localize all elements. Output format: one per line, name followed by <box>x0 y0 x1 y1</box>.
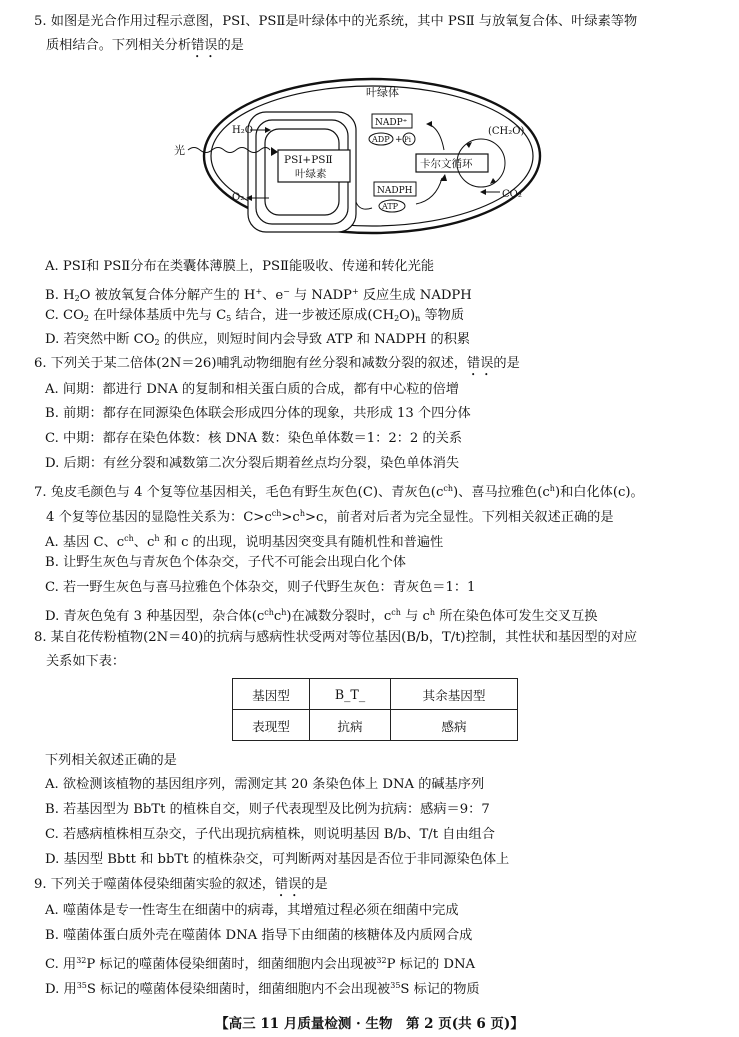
o2-label: O₂ <box>232 192 245 203</box>
page-footer: 【高三 11 月质量检测 · 生物 第 2 页(共 6 页)】 <box>215 1016 524 1032</box>
q5-option-a: A. PSⅠ和 PSⅡ分布在类囊体薄膜上，PSⅡ能吸收、传递和转化光能 <box>45 259 435 274</box>
q7-stem-line1: 7. 兔皮毛颜色与 4 个复等位基因相关，毛色有野生灰色(C)、青灰色$(c^{ch})$、喜马拉雅色$(c^h)$和白化体(c)。 <box>34 484 644 500</box>
table-cell: B_T_ <box>310 679 391 710</box>
q6-option-d: D. 后期：有丝分裂和减数第二次分裂后期着丝点均分裂，染色单体消失 <box>45 456 460 471</box>
q9-option-b: B. 噬菌体蛋白质外壳在噬菌体 DNA 指导下由细菌的核糖体及内质网合成 <box>45 928 473 943</box>
q5-option-b: B. $H_2O$ 被放氧复合体分解产生的 H+、e− 与 NADP+ 反应生成 NADPH <box>45 287 472 303</box>
photosynthesis-diagram <box>170 74 570 244</box>
q7-option-a: A. 基因 C、$c^{ch}$、$c^h$ 和 c 的出现，说明基因突变具有随机性和普遍性 <box>45 534 444 550</box>
q8-option-a: A. 欲检测该植物的基因组序列，需测定其 20 条染色体上 DNA 的碱基序列 <box>45 777 485 792</box>
q6-option-b: B. 前期：都存在同源染色体联会形成四分体的现象，共形成 13 个四分体 <box>45 406 471 421</box>
nadp-plus-label: NADP⁺ <box>375 118 408 128</box>
q7-option-d: D. 青灰色兔有 3 种基因型，杂合体$(c^{ch}c^h)$在减数分裂时，$c^{ch}$ 与 $c^h$ 所在染色体可发生交叉互换 <box>45 608 598 624</box>
q5-option-d: D. 若突然中断 $CO_2$ 的供应，则短时间内会导致 ATP 和 NADPH 的积累 <box>45 332 471 347</box>
atp-label: ATP <box>382 202 399 211</box>
q9-option-a: A. 噬菌体是专一性寄生在细菌中的病毒，其增殖过程必须在细菌中完成 <box>45 903 459 918</box>
table-cell: 抗病 <box>310 710 391 741</box>
emphasis-wrong: 错误 <box>274 877 302 892</box>
q9-option-d: D. 用$^{35}$S 标记的噬菌体侵染细菌时，细菌细胞内不会出现被$^{35}$S 标记的物质 <box>45 981 480 997</box>
q8-stem-line2: 关系如下表： <box>46 654 126 669</box>
q6-option-c: C. 中期：都存在染色体数：核 DNA 数：染色单体数＝1：2：2 的关系 <box>45 431 463 446</box>
table-cell: 基因型 <box>233 679 310 710</box>
table-cell: 其余基因型 <box>391 679 518 710</box>
emphasis-wrong: 错误 <box>191 38 218 53</box>
table-cell: 感病 <box>391 710 518 741</box>
q8-follow-up: 下列相关叙述正确的是 <box>45 753 177 768</box>
table-cell: 表现型 <box>233 710 310 741</box>
pi-label: Pi <box>404 136 411 144</box>
plus-sign: + <box>395 135 403 145</box>
ch2o-label: (CH₂O) <box>488 126 525 137</box>
q8-stem-line1: 8. 某自花传粉植物(2N＝40)的抗病与感病性状受两对等位基因(B/b，T/t)控制，其性状和基因型的对应 <box>34 630 638 645</box>
light-label: 光 <box>174 144 185 157</box>
q5-stem-line2: 质相结合。下列相关分析错误的是 <box>46 38 244 53</box>
table-row <box>233 710 518 741</box>
calvin-label: 卡尔文循环 <box>420 158 473 170</box>
q7-option-b: B. 让野生灰色与青灰色个体杂交，子代不可能会出现白化个体 <box>45 555 406 570</box>
q5-option-c: C. $CO_2$ 在叶绿体基质中先与 $C_5$ 结合，进一步被还原成$(CH_2O)_n$ 等物质 <box>45 308 465 323</box>
ps-label: PSⅠ+PSⅡ <box>284 154 333 166</box>
adp-label: ADP <box>372 135 390 144</box>
q7-option-c: C. 若一野生灰色与喜马拉雅色个体杂交，则子代野生灰色：青灰色＝1：1 <box>45 580 476 595</box>
co2-label: CO₂ <box>502 189 522 200</box>
emphasis-wrong: 错误 <box>467 356 494 371</box>
q8-option-d: D. 基因型 Bbtt 和 bbTt 的植株杂交，可判断两对基因是否位于非同源染色体上 <box>45 852 510 867</box>
q7-stem-line2: 4 个复等位基因的显隐性关系为：$C>c^{ch}>c^h>c$，前者对后者为完全显性。下列相关叙述正确的是 <box>46 509 614 525</box>
chloroplast-label: 叶绿体 <box>366 86 399 99</box>
q9-option-c: C. 用$^{32}$P 标记的噬菌体侵染细菌时，细菌细胞内会出现被$^{32}$P 标记的 DNA <box>45 956 476 972</box>
nadph-label: NADPH <box>377 186 413 196</box>
q9-stem: 9. 下列关于噬菌体侵染细菌实验的叙述，错误的是 <box>34 877 328 892</box>
q8-option-c: C. 若感病植株相互杂交，子代出现抗病植株，则说明基因 B/b、T/t 自由组合 <box>45 827 495 842</box>
q6-option-a: A. 间期：都进行 DNA 的复制和相关蛋白质的合成，都有中心粒的倍增 <box>45 382 459 397</box>
q6-stem: 6. 下列关于某二倍体(2N＝26)哺乳动物细胞有丝分裂和减数分裂的叙述，错误的是 <box>34 356 520 371</box>
h2o-label: H₂O <box>232 125 253 136</box>
genotype-table <box>232 678 518 741</box>
q8-option-b: B. 若基因型为 BbTt 的植株自交，则子代表现型及比例为抗病：感病＝9：7 <box>45 802 490 817</box>
table-row <box>233 679 518 710</box>
q5-stem-line1: 5. 如图是光合作用过程示意图，PSⅠ、PSⅡ是叶绿体中的光系统，其中 PSⅡ 与放氧复合体、叶绿素等物 <box>34 14 638 29</box>
chlorophyll-label: 叶绿素 <box>295 168 327 180</box>
